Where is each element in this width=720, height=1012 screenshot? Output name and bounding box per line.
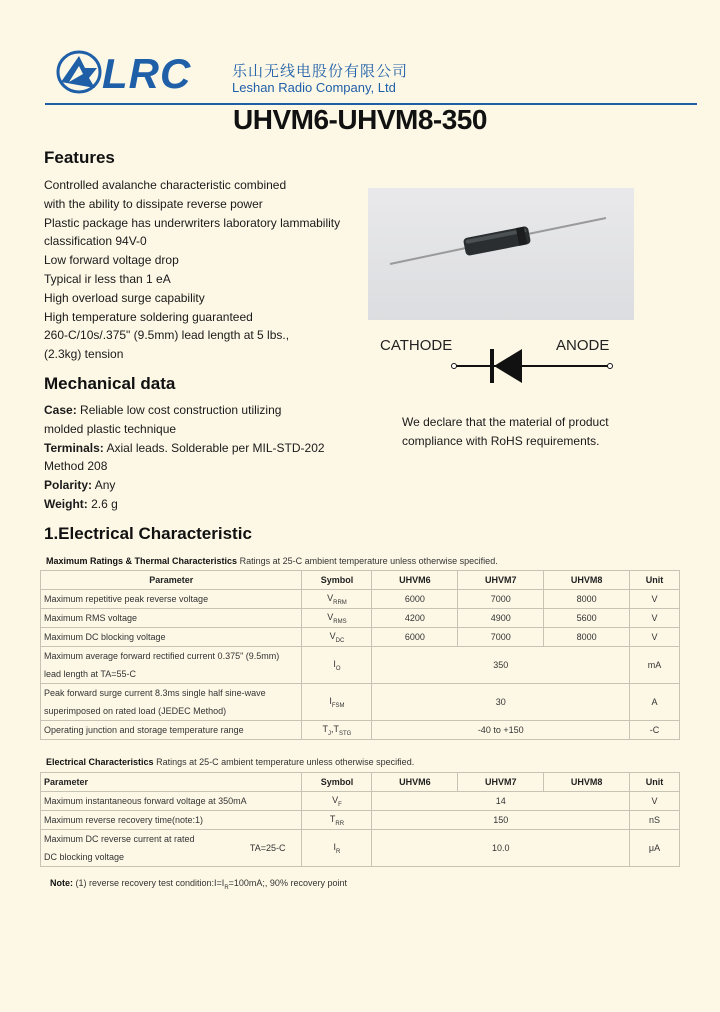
diode-photo bbox=[368, 188, 634, 320]
table-row: Maximum DC reverse current at rated DC blocking voltage TA=25-C $I_R$ 10.0 μA bbox=[41, 830, 680, 867]
header-cell: UHVM6 bbox=[372, 773, 458, 792]
electrical-characteristics-caption: Electrical Characteristics Ratings at 25-C ambient temperature unless otherwise specified. bbox=[46, 757, 415, 767]
polarity-line: Polarity: Any bbox=[44, 478, 116, 493]
diode-component-image bbox=[368, 188, 634, 320]
table-header-row bbox=[41, 773, 680, 792]
page-title: UHVM6-UHVM8-350 bbox=[233, 104, 487, 135]
header-cell: Symbol bbox=[302, 773, 372, 792]
header-cell: Parameter bbox=[41, 571, 302, 590]
header-cell: Unit bbox=[630, 773, 680, 792]
mechanical-data bbox=[44, 401, 364, 514]
diode-symbol-icon bbox=[450, 346, 614, 386]
table-row: Maximum RMS voltage $V_{RMS}$ 4200 4900 5600 V bbox=[41, 609, 680, 628]
header-cell: Unit bbox=[630, 571, 680, 590]
features-heading: Features bbox=[44, 148, 115, 167]
header-cell: Parameter bbox=[41, 773, 302, 792]
table-row: Maximum average forward rectified current 0.375" (9.5mm) lead length at TA=55-C $I_O$ 350 mA bbox=[41, 647, 680, 684]
feature-line: Low forward voltage drop bbox=[44, 253, 179, 268]
weight-line: Weight: 2.6 g bbox=[44, 496, 118, 511]
table-row: Operating junction and storage temperature range $T_J,T_{STG}$ -40 to +150 -C bbox=[41, 721, 680, 740]
table-header-row bbox=[41, 571, 680, 590]
test-condition: TA=25-C bbox=[249, 843, 286, 853]
logo-text: LRC bbox=[102, 50, 192, 97]
rohs-statement: We declare that the material of product compliance with RoHS requirements. bbox=[402, 415, 609, 448]
footnote: Note: (1) reverse recovery test $condition:I=I_R=100mA$;, 90% recovery point bbox=[50, 878, 347, 891]
terminals-line-2: Method 208 bbox=[44, 459, 108, 474]
feature-line: Controlled avalanche characteristic combined bbox=[44, 178, 287, 192]
terminals-line: Terminals: Axial leads. Solderable per MIL-STD-202 bbox=[44, 440, 325, 455]
table-row: Maximum instantaneous forward voltage at 350mA $V_F$ 14 V bbox=[41, 792, 680, 811]
feature-line: High overload surge capability bbox=[44, 290, 205, 305]
company-name-chinese: 乐山无线电股份有限公司 bbox=[232, 62, 409, 80]
lrc-emblem-icon bbox=[55, 48, 103, 96]
anode-label: ANODE bbox=[556, 337, 610, 354]
feature-line: (2.3kg) tension bbox=[44, 347, 124, 362]
electrical-characteristics-table bbox=[40, 772, 680, 867]
header-cell: UHVM8 bbox=[544, 773, 630, 792]
table-row: Maximum repetitive peak reverse voltage $V_{RRM}$ 6000 7000 8000 V bbox=[41, 590, 680, 609]
table-row: Peak forward surge current 8.3ms single half sine-wave superimposed on rated load (JEDEC Method) $I_{FSM}$ 30 A bbox=[41, 684, 680, 721]
feature-line: with the ability to dissipate reverse power bbox=[44, 196, 263, 211]
table-row: Maximum reverse recovery time(note:1) $T_{RR}$ 150 nS bbox=[41, 811, 680, 830]
case-line-2: molded plastic technique bbox=[44, 421, 177, 436]
feature-line: 260-C/10s/.375" (9.5mm) lead length at 5 lbs., bbox=[44, 328, 290, 343]
case-line: Case: Reliable low cost construction utilizing bbox=[44, 403, 282, 417]
mechanical-heading: Mechanical data bbox=[44, 374, 176, 393]
company-name-english: Leshan Radio Company, Ltd bbox=[232, 80, 396, 95]
table-row: Maximum DC blocking voltage $V_{DC}$ 6000 7000 8000 V bbox=[41, 628, 680, 647]
max-ratings-caption: Maximum Ratings & Thermal Characteristics Ratings at 25-C ambient temperature unless otherwise specified. bbox=[46, 556, 498, 566]
electrical-heading: 1.Electrical Characteristic bbox=[44, 524, 252, 543]
feature-line: Plastic package has underwriters laboratory lammability bbox=[44, 215, 341, 230]
header-cell: UHVM8 bbox=[544, 571, 630, 590]
feature-line: classification 94V-0 bbox=[44, 234, 147, 249]
header-cell: UHVM7 bbox=[458, 773, 544, 792]
header-cell: UHVM7 bbox=[458, 571, 544, 590]
features-list bbox=[44, 176, 354, 364]
header-cell: UHVM6 bbox=[372, 571, 458, 590]
max-ratings-table bbox=[40, 570, 680, 740]
feature-line: Typical ir less than 1 eA bbox=[44, 271, 171, 286]
cathode-label: CATHODE bbox=[380, 337, 453, 354]
header-cell: Symbol bbox=[302, 571, 372, 590]
feature-line: High temperature soldering guaranteed bbox=[44, 309, 253, 324]
